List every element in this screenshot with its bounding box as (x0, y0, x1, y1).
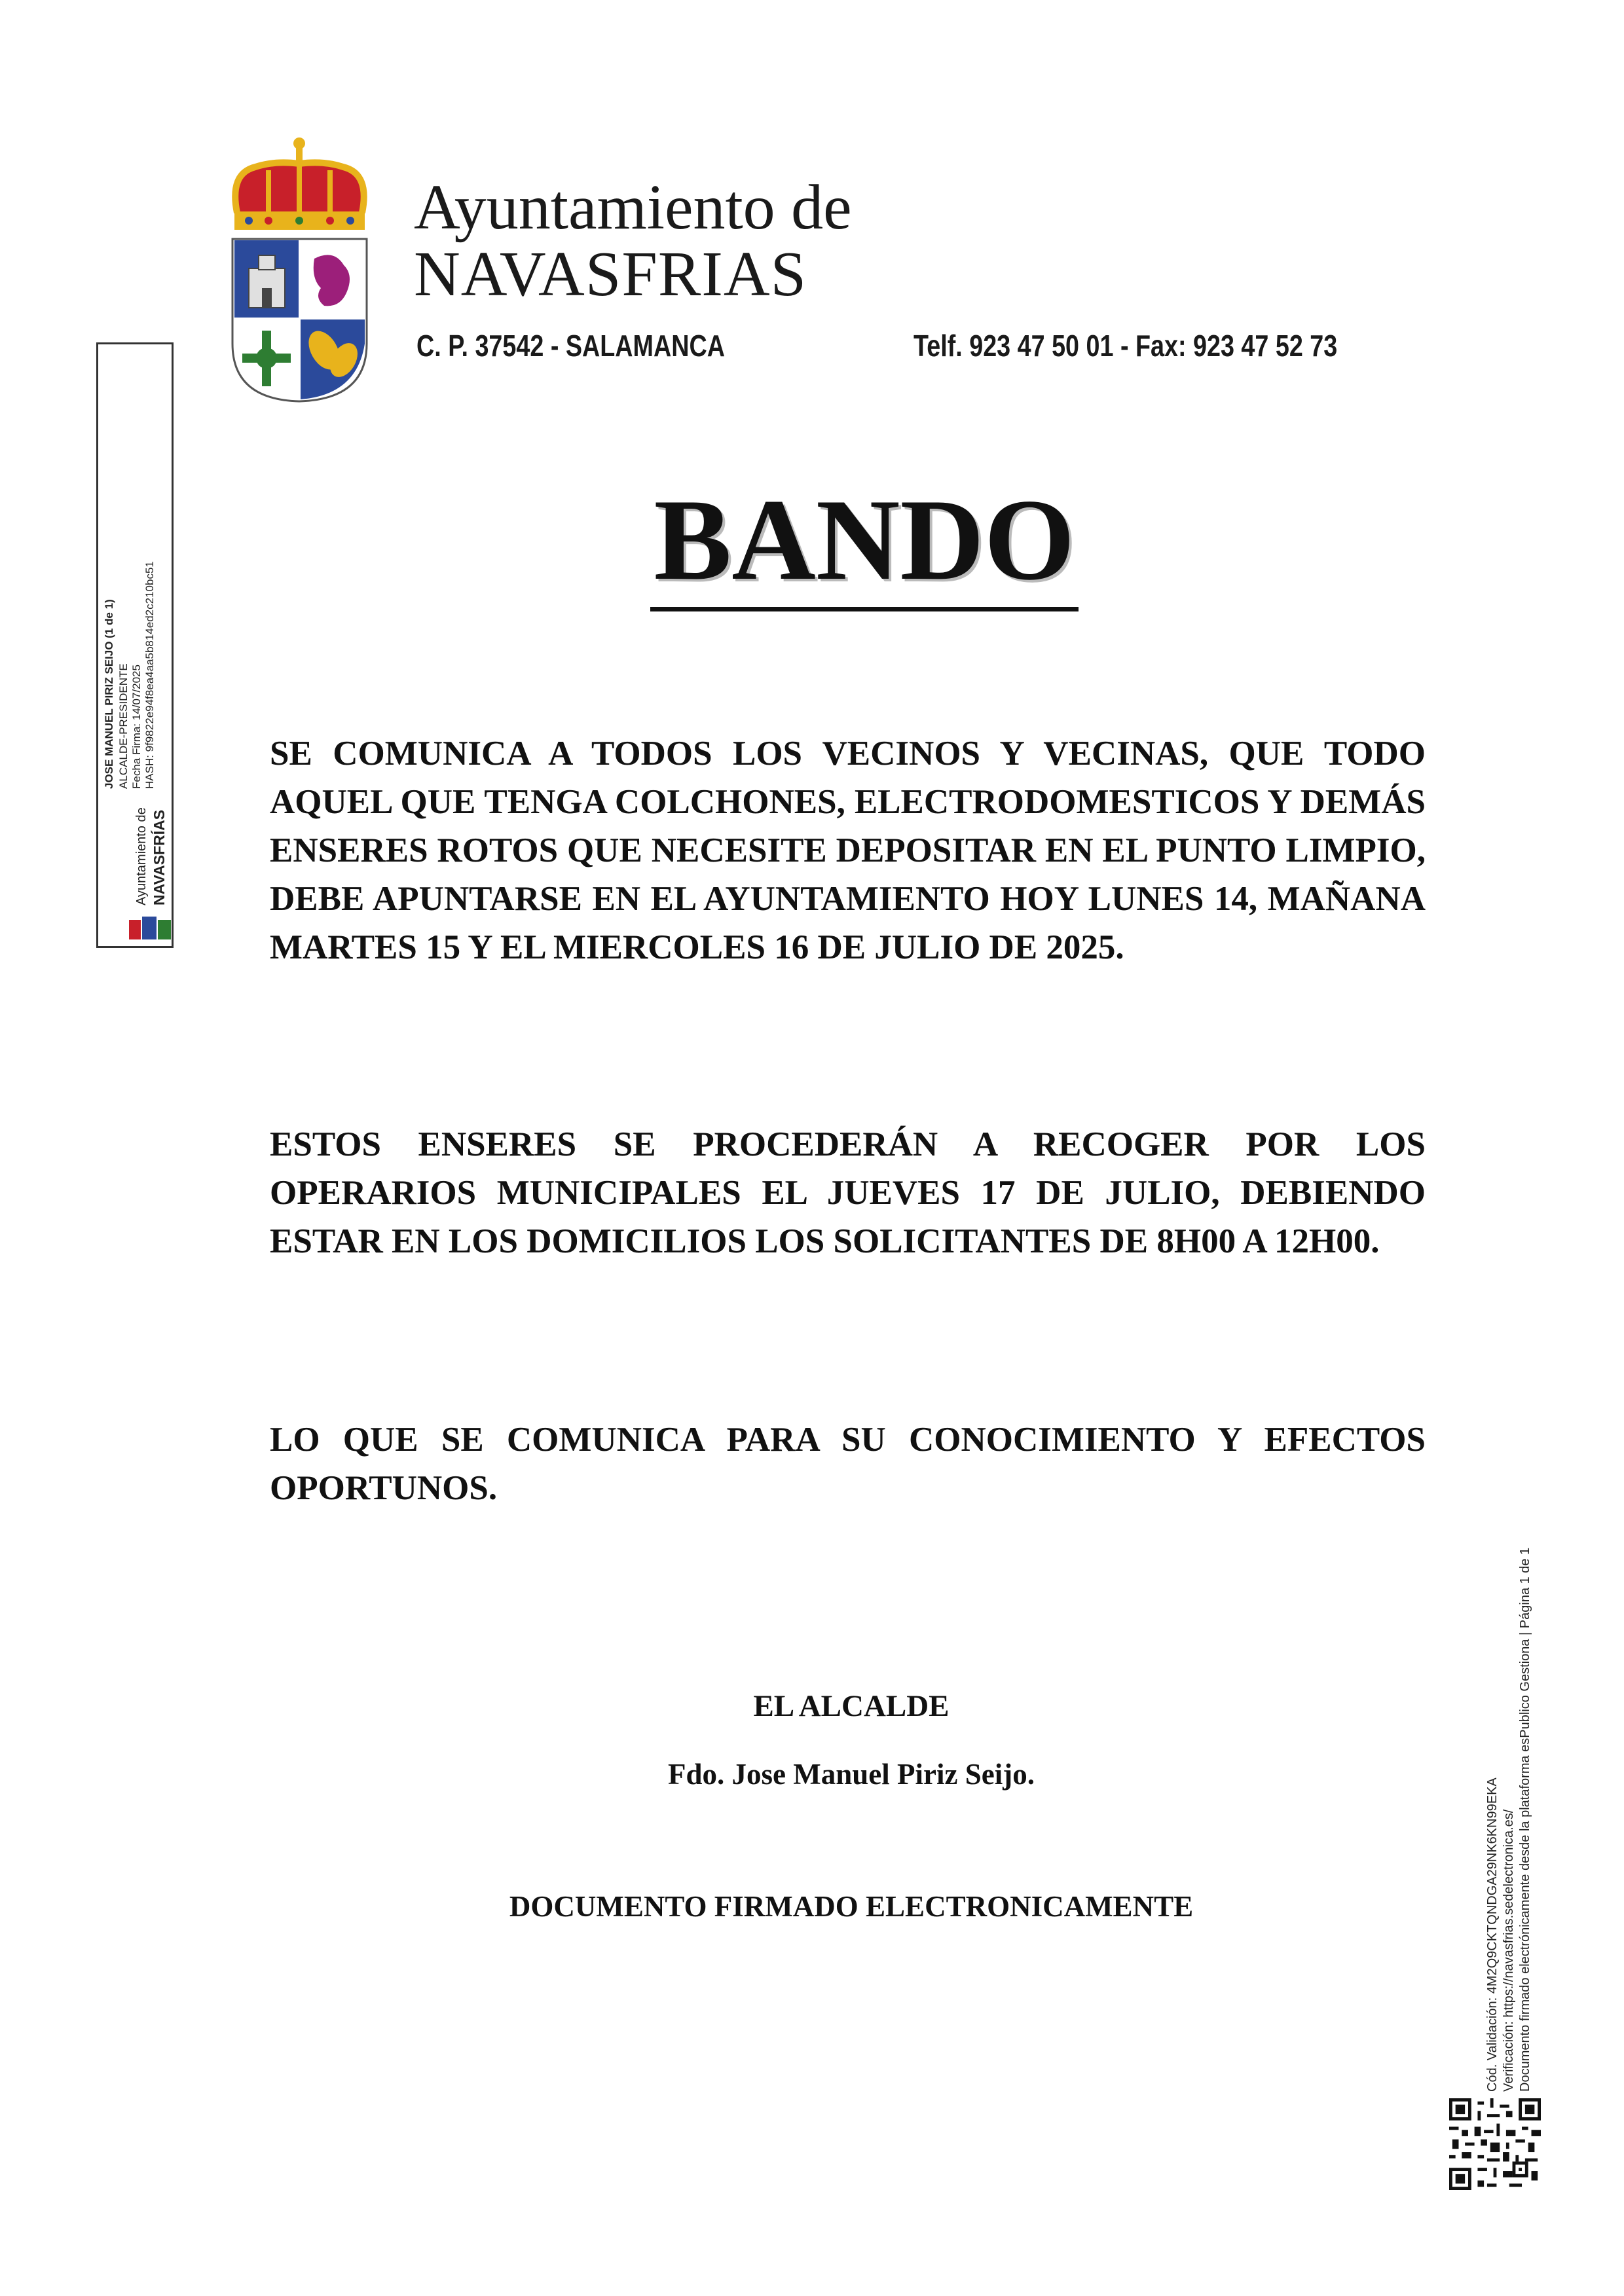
phone-fax: Telf. 923 47 50 01 - Fax: 923 47 52 73 (913, 329, 1338, 363)
document-title (0, 475, 1624, 604)
validation-url[interactable]: Verificación: https://navasfrias.sedelectronica.es/ (1502, 1809, 1516, 2092)
stamp-signer: JOSE MANUEL PIRIZ SEIJO (1 de 1) (103, 599, 115, 789)
signature-name: Fdo. Jose Manuel Piriz Seijo. (668, 1758, 1035, 1791)
validation-platform: Documento firmado electrónicamente desde la plataforma esPublico Gestiona | Página 1 de 1 (1518, 1547, 1532, 2092)
paragraph-3: LO QUE SE COMUNICA PARA SU CONOCIMIENTO Y EFECTOS OPORTUNOS. (270, 1421, 1426, 1507)
org-name-line1: Ayuntamiento de (414, 172, 852, 243)
org-name-line2: NAVASFRIAS (414, 239, 807, 310)
stamp-role: ALCALDE-PRESIDENTE (117, 663, 130, 789)
stamp-crest-icon (128, 913, 174, 943)
stamp-hash: HASH: 9f9822e94f8ea4aa5b814ed2c210bc51 (143, 561, 156, 789)
coat-of-arms-icon (229, 134, 370, 403)
paragraph-1: SE COMUNICA A TODOS LOS VECINOS Y VECINAS, QUE TODO AQUEL QUE TENGA COLCHONES, ELECTRODOMESTICOS Y DEMÁS ENSERES ROTOS QUE NECESITE DEPOSITAR EN EL PUNTO LIMPIO, DEBE APUNTARSE EN EL AYUNTAMIENTO HOY LUNES 14, MAÑANA MARTES 15 Y EL MIERCOLES 16 DE JULIO DE 2025. (270, 735, 1426, 966)
stamp-org-line1: Ayuntamiento de (134, 807, 149, 905)
electronic-signature-note: DOCUMENTO FIRMADO ELECTRONICAMENTE (509, 1890, 1194, 1923)
document-title-text: BANDO (650, 475, 1079, 611)
stamp-date: Fecha Firma: 14/07/2025 (130, 665, 143, 789)
paragraph-2: ESTOS ENSERES SE PROCEDERÁN A RECOGER POR LOS OPERARIOS MUNICIPALES EL JUEVES 17 DE JULIO, DEBIENDO ESTAR EN LOS DOMICILIOS LOS SOLICITANTES DE 8H00 A 12H00. (270, 1125, 1426, 1260)
validation-code: Cód. Validación: 4M2Q9CKTQNDGA29NK6KN99EKA (1485, 1777, 1500, 2092)
qr-code-icon[interactable] (1449, 2098, 1541, 2190)
signature-role: EL ALCALDE (753, 1689, 950, 1723)
address: C. P. 37542 - SALAMANCA (416, 329, 725, 363)
stamp-org-line2: NAVASFRÍAS (151, 809, 168, 905)
